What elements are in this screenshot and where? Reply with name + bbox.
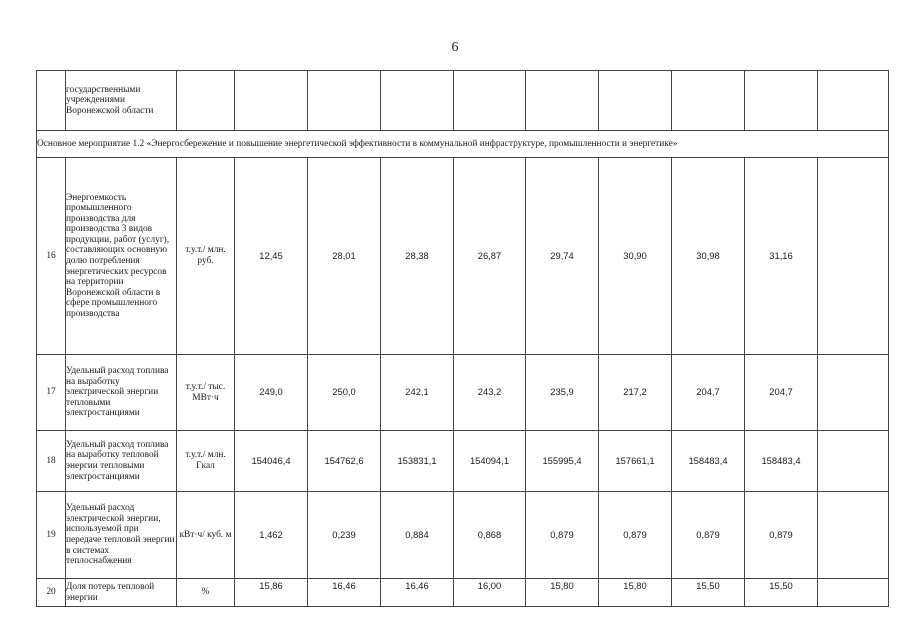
value-cell: 154762,6 — [308, 431, 381, 492]
value-cell: 29,74 — [526, 158, 599, 355]
value-cell: 0,884 — [381, 492, 454, 579]
row-number-cell: 20 — [37, 579, 66, 607]
value-cell — [818, 492, 889, 579]
value-cell — [818, 579, 889, 607]
value-cell: 155995,4 — [526, 431, 599, 492]
value-cell — [745, 71, 818, 131]
table-row — [37, 492, 889, 579]
value-cell: 250,0 — [308, 355, 381, 431]
value-cell: 157661,1 — [599, 431, 672, 492]
value-cell — [308, 71, 381, 131]
row-number-cell — [37, 71, 66, 131]
row-number-cell: 19 — [37, 492, 66, 579]
value-cell: 16,46 — [381, 579, 454, 607]
value-cell: 1,462 — [235, 492, 308, 579]
value-cell: 153831,1 — [381, 431, 454, 492]
unit-cell: % — [177, 579, 235, 607]
value-cell: 0,868 — [454, 492, 526, 579]
value-cell: 30,90 — [599, 158, 672, 355]
value-cell: 15,50 — [745, 579, 818, 607]
value-cell: 15,50 — [672, 579, 745, 607]
value-cell — [454, 71, 526, 131]
value-cell — [818, 355, 889, 431]
value-cell: 16,46 — [308, 579, 381, 607]
value-cell: 12,45 — [235, 158, 308, 355]
value-cell: 204,7 — [745, 355, 818, 431]
value-cell: 0,879 — [745, 492, 818, 579]
value-cell: 204,7 — [672, 355, 745, 431]
table-row — [37, 158, 889, 355]
indicator-name-cell: Энергоемкость промышленного производства для производства 3 видов продукции, работ (услуг), составляющих основную долю потребления энергетических ресурсов на территории Воронежской области в сфере промышленного производства — [66, 158, 177, 355]
value-cell: 154046,4 — [235, 431, 308, 492]
value-cell — [235, 71, 308, 131]
table-row — [37, 579, 889, 607]
value-cell: 0,879 — [599, 492, 672, 579]
value-cell: 15,86 — [235, 579, 308, 607]
row-number-cell: 18 — [37, 431, 66, 492]
value-cell: 158483,4 — [672, 431, 745, 492]
unit-cell — [177, 71, 235, 131]
indicator-name-cell: Удельный расход топлива на выработку электрической энергии тепловыми электростанциями — [66, 355, 177, 431]
value-cell — [818, 71, 889, 131]
value-cell: 30,98 — [672, 158, 745, 355]
indicators-table — [36, 70, 889, 607]
value-cell: 0,879 — [526, 492, 599, 579]
value-cell — [381, 71, 454, 131]
unit-cell: т.у.т./ млн. Гкал — [177, 431, 235, 492]
row-number-cell: 16 — [37, 158, 66, 355]
section-heading: Основное мероприятие 1.2 «Энергосбережение и повышение энергетической эффективности в коммунальной инфраструктуре, промышленности и энергетике» — [37, 131, 889, 158]
indicator-name-cell: Удельный расход топлива на выработку тепловой энергии тепловыми электростанциями — [66, 431, 177, 492]
table-row-continuation — [37, 71, 889, 131]
unit-cell: кВт·ч/ куб. м — [177, 492, 235, 579]
value-cell: 154094,1 — [454, 431, 526, 492]
section-row — [37, 131, 889, 158]
value-cell: 15,80 — [526, 579, 599, 607]
indicator-name-cell: государственными учреждениями Воронежской области — [66, 71, 177, 131]
value-cell — [599, 71, 672, 131]
unit-cell: т.у.т./ тыс. МВт·ч — [177, 355, 235, 431]
value-cell: 217,2 — [599, 355, 672, 431]
value-cell — [818, 431, 889, 492]
value-cell: 235,9 — [526, 355, 599, 431]
row-number-cell: 17 — [37, 355, 66, 431]
unit-cell: т.у.т./ млн. руб. — [177, 158, 235, 355]
value-cell: 0,879 — [672, 492, 745, 579]
value-cell — [818, 158, 889, 355]
indicator-name-cell: Удельный расход электрической энергии, используемой при передаче тепловой энергии в системах теплоснабжения — [66, 492, 177, 579]
indicator-name-cell: Доля потерь тепловой энергии — [66, 579, 177, 607]
value-cell: 15,80 — [599, 579, 672, 607]
value-cell: 158483,4 — [745, 431, 818, 492]
value-cell: 28,01 — [308, 158, 381, 355]
value-cell: 31,16 — [745, 158, 818, 355]
page-number: 6 — [451, 40, 459, 55]
value-cell: 242,1 — [381, 355, 454, 431]
value-cell — [526, 71, 599, 131]
value-cell: 28,38 — [381, 158, 454, 355]
value-cell: 26,87 — [454, 158, 526, 355]
value-cell — [672, 71, 745, 131]
value-cell: 0,239 — [308, 492, 381, 579]
table-row — [37, 355, 889, 431]
table-row — [37, 431, 889, 492]
value-cell: 249,0 — [235, 355, 308, 431]
value-cell: 16,00 — [454, 579, 526, 607]
value-cell: 243,2 — [454, 355, 526, 431]
